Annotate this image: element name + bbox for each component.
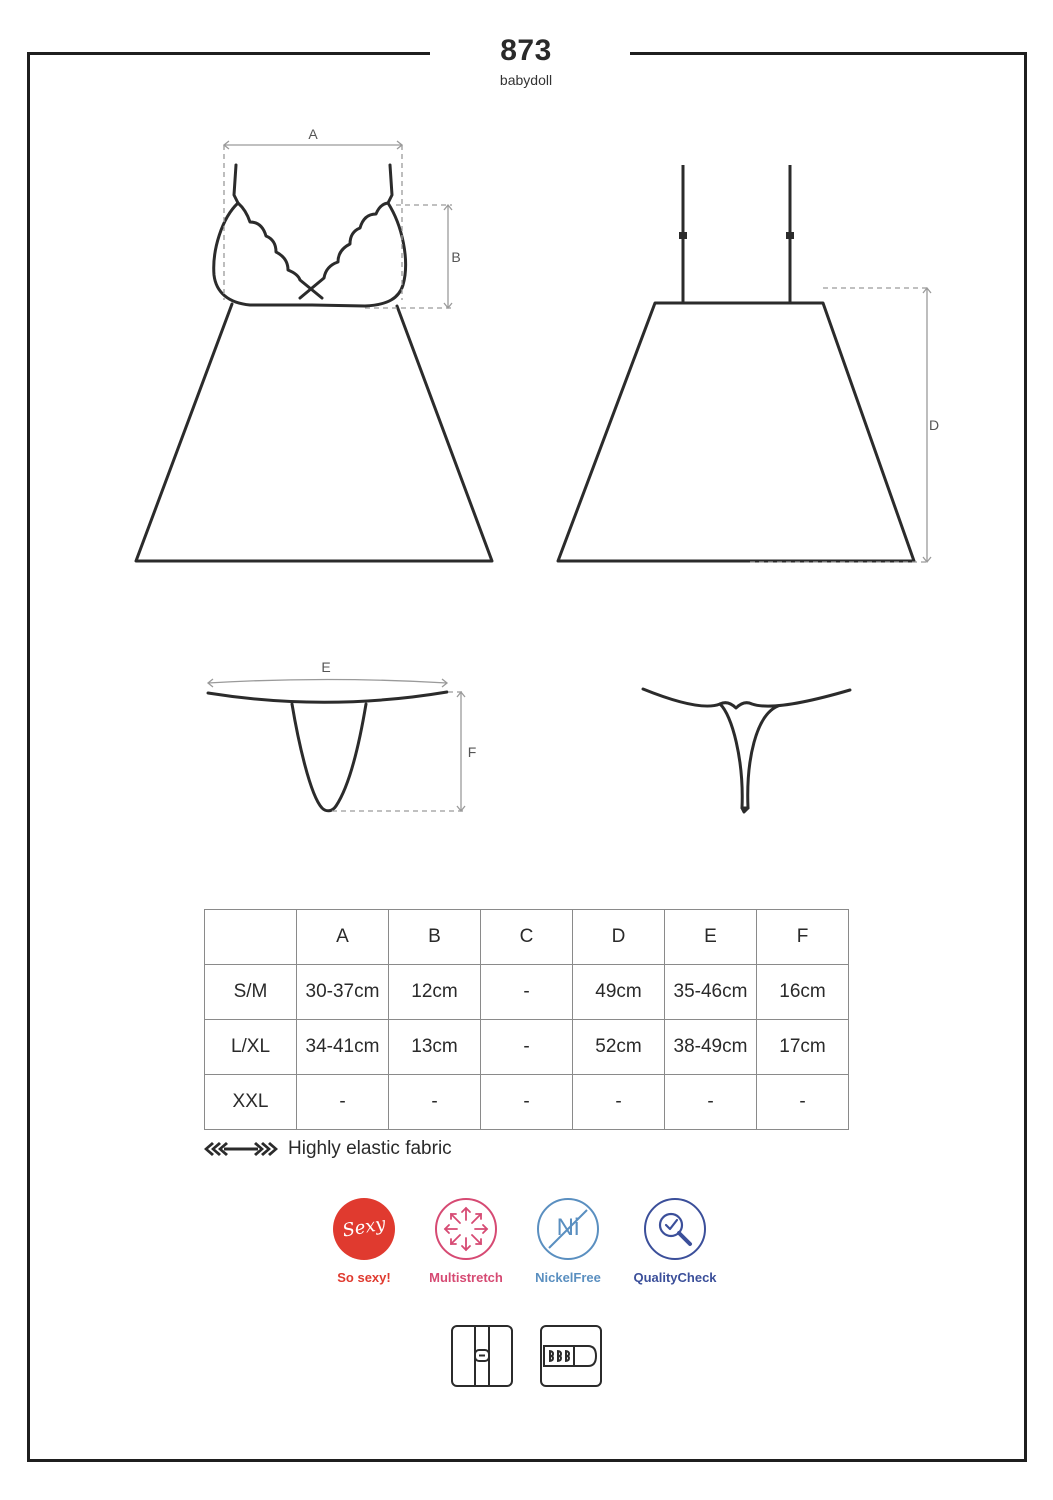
table-cell: - [297, 1075, 389, 1130]
badge-label: Multistretch [429, 1270, 503, 1285]
nickel-free-icon-text: Ni [556, 1214, 580, 1241]
table-cell: 12cm [389, 965, 481, 1020]
nickel-free-icon [537, 1198, 599, 1260]
size-table [204, 909, 849, 1130]
thong-front-drawing [208, 692, 447, 811]
table-cell: 17cm [757, 1020, 849, 1075]
table-header-row [205, 910, 849, 965]
back-dimension-lines [750, 288, 931, 562]
dimension-label-e: E [321, 659, 331, 675]
size-cell: L/XL [205, 1020, 297, 1075]
table-header-cell: E [665, 910, 757, 965]
product-type: babydoll [499, 72, 553, 88]
size-cell: XXL [205, 1075, 297, 1130]
table-cell: 52cm [573, 1020, 665, 1075]
badge-so-sexy [314, 1198, 414, 1285]
table-row [205, 1075, 849, 1130]
badge-nickel-free [518, 1198, 618, 1285]
table-cell: 16cm [757, 965, 849, 1020]
table-header-cell: A [297, 910, 389, 965]
thong-back-drawing [643, 689, 850, 812]
frame-bottom [27, 1459, 1027, 1462]
badge-label: NickelFree [535, 1270, 601, 1285]
table-cell: - [481, 965, 573, 1020]
table-cell: - [573, 1075, 665, 1130]
badge-quality-check [625, 1198, 725, 1285]
badge-multistretch [416, 1198, 516, 1285]
dimension-label-d: D [928, 417, 940, 433]
double-arrow-stretch-icon [204, 1139, 278, 1159]
table-cell: - [481, 1020, 573, 1075]
size-cell: S/M [205, 965, 297, 1020]
table-cell: - [389, 1075, 481, 1130]
dimension-label-b: B [451, 249, 461, 265]
table-cell: 49cm [573, 965, 665, 1020]
table-cell: 30-37cm [297, 965, 389, 1020]
babydoll-back-drawing [558, 165, 914, 561]
product-code: 873 [500, 34, 552, 67]
table-header-cell: B [389, 910, 481, 965]
dimension-label-a: A [308, 126, 318, 142]
table-cell: - [757, 1075, 849, 1130]
dimension-label-f: F [467, 744, 477, 760]
sexy-icon-text: Sexy [340, 1213, 388, 1242]
table-header-cell: D [573, 910, 665, 965]
table-cell: 38-49cm [665, 1020, 757, 1075]
table-row [205, 965, 849, 1020]
table-cell: 34-41cm [297, 1020, 389, 1075]
legend-text: Highly elastic fabric [288, 1138, 452, 1159]
front-clasp-icon [451, 1325, 513, 1387]
table-header-cell: F [757, 910, 849, 965]
badge-label: So sexy! [337, 1270, 391, 1285]
babydoll-front-drawing [136, 165, 492, 561]
table-cell: - [665, 1075, 757, 1130]
badge-label: QualityCheck [633, 1270, 717, 1285]
hook-and-eye-icon [540, 1325, 602, 1387]
table-cell: - [481, 1075, 573, 1130]
sexy-icon [333, 1198, 395, 1260]
table-header-cell [205, 910, 297, 965]
quality-check-icon [644, 1198, 706, 1260]
feature-badges [320, 1198, 740, 1288]
table-header-cell: C [481, 910, 573, 965]
table-cell: 35-46cm [665, 965, 757, 1020]
multistretch-icon [435, 1198, 497, 1260]
elastic-fabric-legend [204, 1135, 452, 1163]
table-row [205, 1020, 849, 1075]
table-cell: 13cm [389, 1020, 481, 1075]
